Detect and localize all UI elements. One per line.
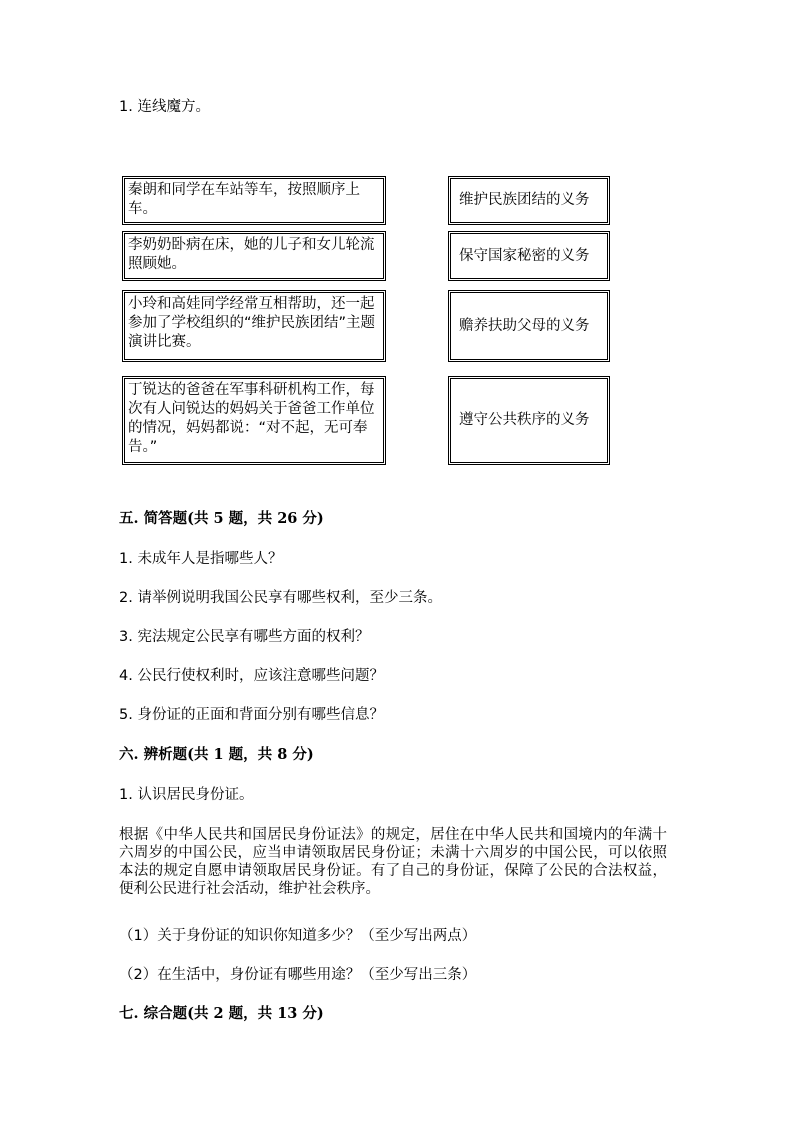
section-5-title: 五. 简答题(共 5 题，共 26 分) [119,510,324,527]
right-match-box-2[interactable] [448,231,610,281]
question-1-title: 1. 连线魔方。 [119,99,210,115]
section-5-question-4: 4. 公民行使权利时，应该注意哪些问题？ [119,668,384,684]
section-6-paragraph: 根据《中华人民共和国居民身份证法》的规定，居住在中华人民共和国境内的年满十六周岁的中国公民，应当申请领取居民身份证；未满十六周岁的中国公民，可以依照本法的规定自愿申请领取居民身份证。有了自己的身份证，保障了公民的合法权益，便利公民进行社会活动，维护社会秩序。 [119,827,667,897]
section-5-question-1: 1. 未成年人是指哪些人？ [119,551,283,567]
left-match-text-1: 秦朗和同学在车站等车，按照顺序上车。 [124,178,384,223]
right-match-text-2: 保守国家秘密的义务 [450,233,608,279]
section-6-subquestion-2: （2）在生活中，身份证有哪些用途？（至少写出三条） [119,967,477,983]
left-match-box-4[interactable] [122,376,386,465]
left-match-text-3: 小玲和高娃同学经常互相帮助，还一起参加了学校组织的“维护民族团结”主题演讲比赛。 [124,292,384,360]
right-match-box-1[interactable] [448,176,610,225]
right-match-text-4: 遵守公共秩序的义务 [450,378,608,463]
left-match-box-3[interactable] [122,290,386,362]
section-5-question-2: 2. 请举例说明我国公民享有哪些权利，至少三条。 [119,590,442,606]
section-6-question-1: 1. 认识居民身份证。 [119,787,254,803]
right-match-text-3: 赡养扶助父母的义务 [450,292,608,360]
right-match-box-3[interactable] [448,290,610,362]
left-match-text-2: 李奶奶卧病在床，她的儿子和女儿轮流照顾她。 [124,233,384,279]
section-6-subquestion-1: （1）关于身份证的知识你知道多少？（至少写出两点） [119,928,477,944]
section-7-title: 七. 综合题(共 2 题，共 13 分) [119,1005,324,1022]
left-match-text-4: 丁锐达的爸爸在军事科研机构工作，每次有人问锐达的妈妈关于爸爸工作单位的情况，妈妈都说：“对不起，无可奉告。” [124,378,384,463]
section-5-question-3: 3. 宪法规定公民享有哪些方面的权利？ [119,629,370,645]
left-match-box-2[interactable] [122,231,386,281]
left-match-box-1[interactable] [122,176,386,225]
section-6-title: 六. 辨析题(共 1 题，共 8 分) [119,746,314,763]
right-match-text-1: 维护民族团结的义务 [450,178,608,223]
right-match-box-4[interactable] [448,376,610,465]
section-5-question-5: 5. 身份证的正面和背面分别有哪些信息？ [119,707,384,723]
